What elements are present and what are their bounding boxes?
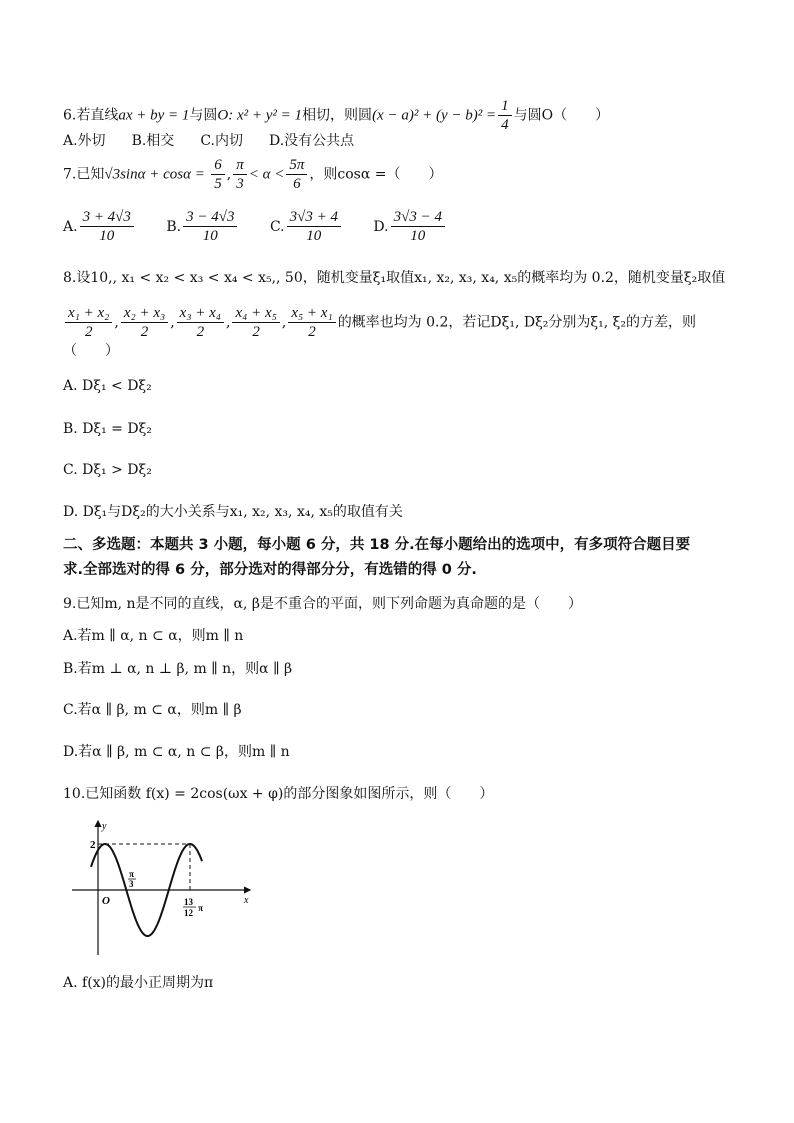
q9-option-a[interactable]: A.若m ∥ α, n ⊂ α，则m ∥ n <box>63 628 244 644</box>
q6-math-circle: O: x² + y² = 1 <box>217 107 303 124</box>
y-axis-label: y <box>102 821 107 832</box>
origin-label: O <box>102 895 110 907</box>
q8-option-a[interactable]: A. Dξ₁ < Dξ₂ <box>63 378 152 394</box>
q9-option-b[interactable]: B.若m ⊥ α, n ⊥ β, m ∥ n，则α ∥ β <box>63 661 293 677</box>
q7-expr: √3sinα + cosα = <box>104 166 205 183</box>
question-10-stem: 10.已知函数 f(x) = 2cos(ωx + φ)的部分图象如图所示，则（ ） <box>63 786 494 802</box>
q6-option-c[interactable]: C.内切 <box>200 133 243 149</box>
q7-inequality: < α < <box>248 166 285 183</box>
x-tick-13pi-12 <box>183 897 203 918</box>
question-7-stem <box>63 156 443 193</box>
svg-text:13: 13 <box>184 897 193 907</box>
q7-option-a-frac: $\frac{3 + 4√3}{10}$ <box>80 208 134 245</box>
svg-text:3: 3 <box>129 879 134 889</box>
q10-option-a[interactable]: A. f(x)的最小正周期为π <box>63 975 214 991</box>
q7-option-b[interactable]: B. $\frac{3 - 4√3}{10}$ <box>166 219 239 235</box>
q7-sep: , <box>226 166 232 183</box>
q7-frac-2: $\frac{\pi}{3}$ <box>233 156 247 193</box>
q6-option-d[interactable]: D.没有公共点 <box>268 133 355 149</box>
q6-mid2: 相切，则圆 <box>302 107 373 124</box>
q7-frac-3: $\frac{5\pi}{6}$ <box>286 156 307 193</box>
q6-option-a[interactable]: A.外切 <box>63 133 106 149</box>
q8-frac-4: $\frac{\text{x₄ + x₅}}{2}$ <box>232 304 279 341</box>
q8-option-d[interactable]: D. Dξ₁与Dξ₂的大小关系与x₁, x₂, x₃, x₄, x₅的取值有关 <box>63 504 403 520</box>
x-tick-pi-3 <box>128 869 136 889</box>
q8-line2-suffix: 的概率也均为 0.2，若记Dξ₁, Dξ₂分别为ξ₁, ξ₂的方差，则 <box>337 314 696 331</box>
q6-fraction: $\frac{1}{4}$ <box>498 97 512 134</box>
q7-suffix: ，则cosα =（ ） <box>309 166 443 183</box>
cosine-graph <box>60 815 260 965</box>
q7-frac-1: $\frac{6}{5}$ <box>211 156 225 193</box>
q6-mid1: 与圆 <box>189 107 218 124</box>
question-7-options <box>63 208 473 245</box>
q6-suffix: 与圆O（ ） <box>513 107 610 124</box>
q7-option-b-frac: $\frac{3 - 4√3}{10}$ <box>183 208 237 245</box>
q8-paren: （ ） <box>63 343 119 359</box>
svg-text:π: π <box>198 903 203 913</box>
q8-frac-2: $\frac{\text{x₂ + x₃}}{2}$ <box>121 304 168 341</box>
q8-option-b[interactable]: B. Dξ₁ = Dξ₂ <box>63 421 152 437</box>
question-9-stem: 9.已知m, n是不同的直线，α, β是不重合的平面，则下列命题为真命题的是（ ） <box>63 596 582 612</box>
svg-text:12: 12 <box>184 908 193 918</box>
q8-option-c[interactable]: C. Dξ₁ > Dξ₂ <box>63 462 152 478</box>
q7-option-d[interactable]: D. $\frac{3√3 - 4}{10}$ <box>373 219 447 235</box>
q8-frac-5: $\frac{\text{x₅ + x₁}}{2}$ <box>288 304 335 341</box>
q8-frac-1: $\frac{\text{x₁ + x₂}}{2}$ <box>65 304 112 341</box>
q6-option-b[interactable]: B.相交 <box>131 133 175 149</box>
q6-prefix: 6.若直线 <box>63 107 119 124</box>
question-8-line1: 8.设10,, x₁ < x₂ < x₃ < x₄ < x₅,, 50，随机变量ξ₁取值x₁, x₂, x₃, x₄, x₅的概率均为 0.2，随机变量ξ₂取值 <box>63 270 726 286</box>
question-6-options <box>63 131 380 151</box>
y-tick-2: 2 <box>90 839 96 851</box>
question-6-stem <box>63 97 609 134</box>
svg-text:π: π <box>129 869 134 879</box>
q6-math-circle2: (x − a)² + (y − b)² = <box>372 107 497 124</box>
section-2-heading-line1: 二、多选题：本题共 3 小题，每小题 6 分，共 18 分.在每小题给出的选项中，有多项符合题目要 <box>63 537 691 553</box>
q8-frac-3: $\frac{\text{x₃ + x₄}}{2}$ <box>177 304 224 341</box>
x-axis-label: x <box>244 895 249 906</box>
q9-option-c[interactable]: C.若α ∥ β, m ⊂ α，则m ∥ β <box>63 702 242 718</box>
q7-option-c[interactable]: C. $\frac{3√3 + 4}{10}$ <box>270 219 343 235</box>
q7-option-a[interactable]: A. $\frac{3 + 4√3}{10}$ <box>63 219 136 235</box>
question-8-line2: $\frac{\text{x₁ + x₂}}{2}$ , $\frac{\text{x₂ + x₃}}{2}$ , $\frac{\text{x₃ + x₄}}{2}$ , $\frac{\text{x₄ + x₅}}{2}$ , $\frac{\text{x₅ + x₁}}{2}$ 的概率也均为 0.2，若记Dξ₁, Dξ₂分别为ξ₁, ξ₂的方差，则 <box>63 304 696 341</box>
q7-option-d-frac: $\frac{3√3 - 4}{10}$ <box>391 208 445 245</box>
section-2-heading-line2: 求.全部选对的得 6 分，部分选对的得部分分，有选错的得 0 分. <box>63 562 477 578</box>
q6-math-line: ax + by = 1 <box>118 107 190 124</box>
q7-prefix: 7.已知 <box>63 166 105 183</box>
q7-option-c-frac: $\frac{3√3 + 4}{10}$ <box>287 208 341 245</box>
q9-option-d[interactable]: D.若α ∥ β, m ⊂ α, n ⊂ β，则m ∥ n <box>63 744 290 760</box>
